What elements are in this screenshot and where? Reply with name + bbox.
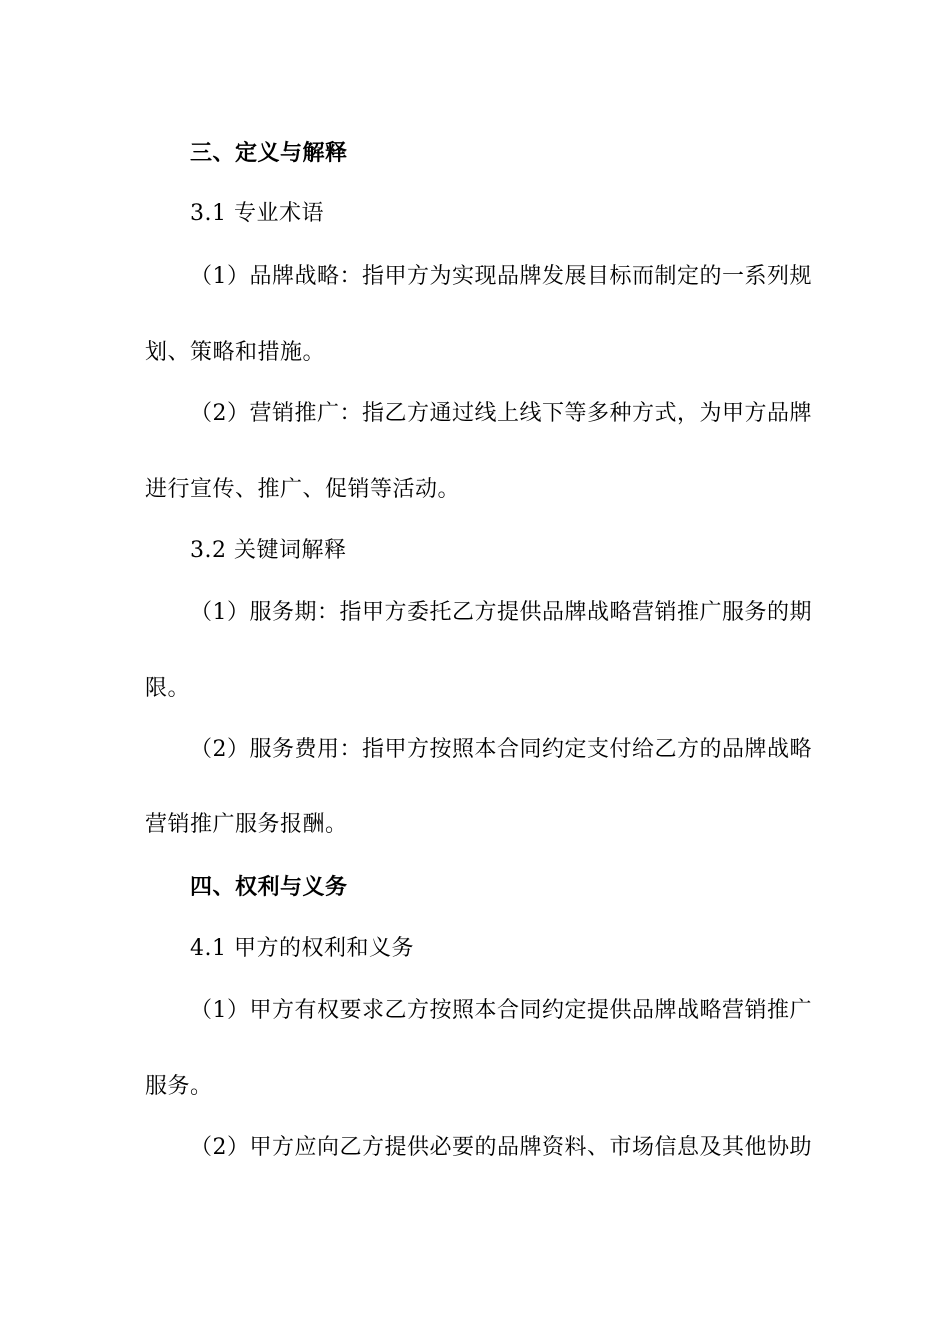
- section-4-heading: 四、权利与义务: [190, 874, 348, 900]
- paragraph-line: （2）营销推广：指乙方通过线上线下等多种方式，为甲方品牌: [190, 401, 812, 426]
- paragraph-line: 进行宣传、推广、促销等活动。: [145, 477, 461, 502]
- paragraph-line: （1）品牌战略：指甲方为实现品牌发展目标而制定的一系列规: [190, 264, 812, 289]
- paragraph-line: 服务。: [145, 1074, 213, 1099]
- paragraph-line: （2）服务费用：指甲方按照本合同约定支付给乙方的品牌战略: [190, 737, 812, 762]
- section-3-heading: 三、定义与解释: [190, 140, 348, 166]
- subsection-3-1-title: 3.1 专业术语: [190, 201, 324, 226]
- paragraph-line: 营销推广服务报酬。: [145, 812, 348, 837]
- paragraph-line: （1）甲方有权要求乙方按照本合同约定提供品牌战略营销推广: [190, 998, 812, 1023]
- paragraph-line: （1）服务期：指甲方委托乙方提供品牌战略营销推广服务的期: [190, 600, 812, 625]
- paragraph-line: 划、策略和措施。: [145, 340, 326, 365]
- subsection-3-2-title: 3.2 关键词解释: [190, 538, 347, 563]
- subsection-4-1-title: 4.1 甲方的权利和义务: [190, 936, 414, 961]
- paragraph-line: （2）甲方应向乙方提供必要的品牌资料、市场信息及其他协助: [190, 1135, 812, 1160]
- paragraph-line: 限。: [145, 676, 191, 701]
